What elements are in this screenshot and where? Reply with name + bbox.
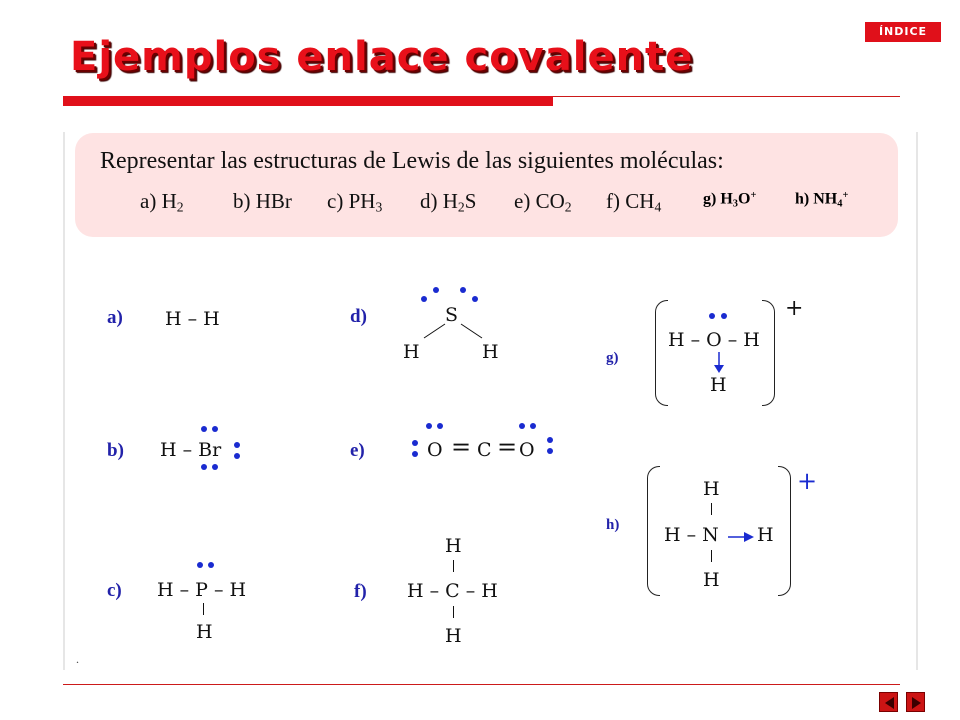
double-bond-left: = [451,433,472,461]
lewis-co2-o-right: O [519,439,535,461]
coordinate-bond-arrow-icon [712,351,726,375]
lewis-ph3-bottom-h: H [196,621,213,643]
lewis-co2-c: C [477,439,492,461]
lewis-h3o-bottom-h: H [710,374,727,396]
lewis-hbr: H – Br [160,439,222,461]
task-item-e: e) $CO_2$ [514,189,572,215]
charge-plus: + [797,467,818,495]
task-instruction: Representar las estructuras de Lewis de las siguientes moléculas: [100,148,724,174]
lewis-nh4-left: H – N [664,524,719,546]
lewis-ch4-top-h: H [445,535,462,557]
lewis-ph3-row: H – P – H [157,579,247,601]
lewis-h3o-row: H – O – H [668,329,760,351]
bracket-left [647,466,660,596]
charge-plus: + [785,296,804,321]
footer-mark: . [76,652,79,666]
label-g: g) [606,350,619,366]
header-divider [553,96,900,97]
lewis-ch4-row: H – C – H [407,580,498,602]
bracket-right [778,466,791,596]
task-item-c: c) $PH_3$ [327,189,383,215]
triangle-left-icon [880,693,899,713]
task-item-a: a) $H_2$ [140,189,184,215]
task-item-g: g) $H_3O^+$ [703,190,757,210]
content-edge-left [63,132,65,670]
bracket-right [762,300,775,406]
task-item-b: b) HBr [233,189,292,213]
lewis-h2: H – H [165,308,220,330]
lewis-h2s-right-h: H [482,341,499,363]
triangle-right-icon [907,693,926,713]
lewis-nh4-bottom-h: H [703,569,720,591]
label-a: a) [107,307,123,328]
label-d: d) [350,306,367,327]
index-button[interactable]: ÍNDICE [865,22,941,42]
label-f: f) [354,581,367,602]
lewis-nh4-top-h: H [703,478,720,500]
lewis-h2s-s: S [445,304,459,326]
slide-title: Ejemplos enlace covalente [70,34,694,80]
content-edge-right [916,132,918,670]
lewis-ch4-bottom-h: H [445,625,462,647]
lewis-co2-o-left: O [427,439,443,461]
h2s-bonds [418,322,488,344]
task-item-f: f) $CH_4$ [606,189,662,215]
label-c: c) [107,580,122,601]
label-e: e) [350,440,365,461]
lewis-nh4-right-h: H [757,524,774,546]
lewis-h2s-left-h: H [403,341,420,363]
title-underline [63,96,553,106]
label-b: b) [107,440,124,461]
bracket-left [655,300,668,406]
task-item-h: h) $NH_4^+$ [795,190,849,210]
coordinate-bond-arrow-icon [727,531,755,543]
label-h: h) [606,517,620,533]
footer-divider [63,684,900,685]
next-slide-button[interactable] [906,692,925,712]
task-item-d: d) $H_2S$ [420,189,477,215]
previous-slide-button[interactable] [879,692,898,712]
double-bond-right: = [497,433,518,461]
